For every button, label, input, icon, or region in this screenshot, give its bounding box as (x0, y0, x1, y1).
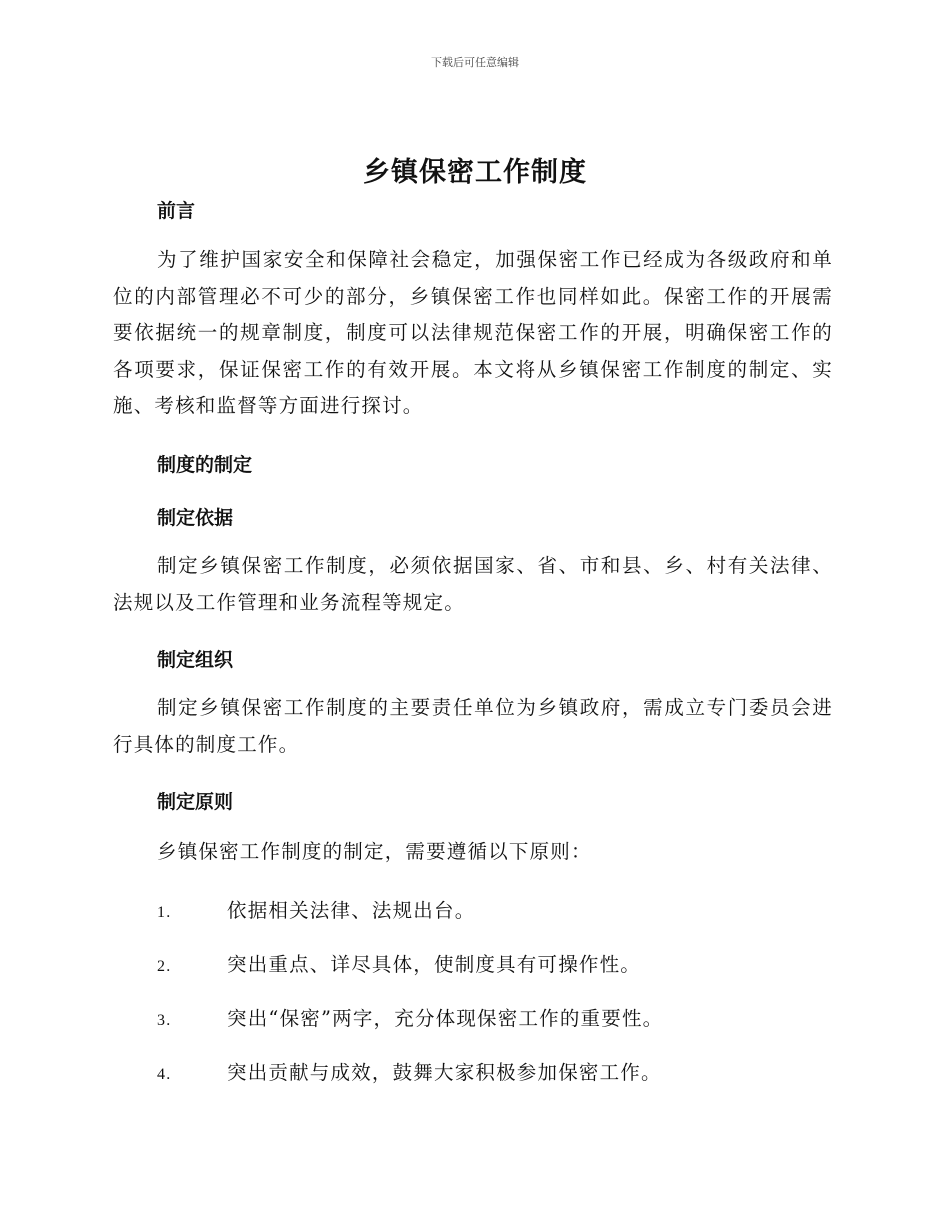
list-number: 4. (157, 1066, 172, 1083)
preface-paragraph: 为了维护国家安全和保障社会稳定，加强保密工作已经成为各级政府和单位的内部管理必不可少的部分，乡镇保密工作也同样如此。保密工作的开展需要依据统一的规章制度，制度可以法律规范保密工作的开展，明确保密工作的各项要求，保证保密工作的有效开展。本文将从乡镇保密工作制度的制定、实施、考核和监督等方面进行探讨。 (113, 248, 833, 417)
organization-paragraph: 制定乡镇保密工作制度的主要责任单位为乡镇政府，需成立专门委员会进行具体的制度工作。 (113, 696, 833, 756)
list-item (157, 1057, 837, 1085)
list-item (157, 1003, 837, 1031)
preface-heading: 前言 (157, 200, 196, 222)
list-item (157, 895, 837, 923)
list-text: 突出贡献与成效，鼓舞大家积极参加保密工作。 (227, 1061, 662, 1084)
list-text: 突出“保密”两字，充分体现保密工作的重要性。 (227, 1007, 664, 1030)
principles-intro: 乡镇保密工作制度的制定，需要遵循以下原则： (157, 840, 592, 863)
list-number: 3. (157, 1012, 172, 1029)
list-number: 2. (157, 958, 172, 975)
formulation-heading: 制度的制定 (157, 454, 253, 476)
basis-heading: 制定依据 (157, 507, 234, 529)
basis-paragraph: 制定乡镇保密工作制度，必须依据国家、省、市和县、乡、村有关法律、法规以及工作管理和业务流程等规定。 (113, 554, 833, 614)
list-item (157, 949, 837, 977)
document-title: 乡镇保密工作制度 (363, 157, 587, 188)
organization-heading: 制定组织 (157, 649, 234, 671)
principles-heading: 制定原则 (157, 791, 234, 813)
list-number: 1. (157, 904, 172, 921)
page-header-note: 下载后可任意编辑 (431, 56, 519, 69)
list-text: 突出重点、详尽具体，使制度具有可操作性。 (227, 953, 642, 976)
list-text: 依据相关法律、法规出台。 (227, 899, 476, 922)
